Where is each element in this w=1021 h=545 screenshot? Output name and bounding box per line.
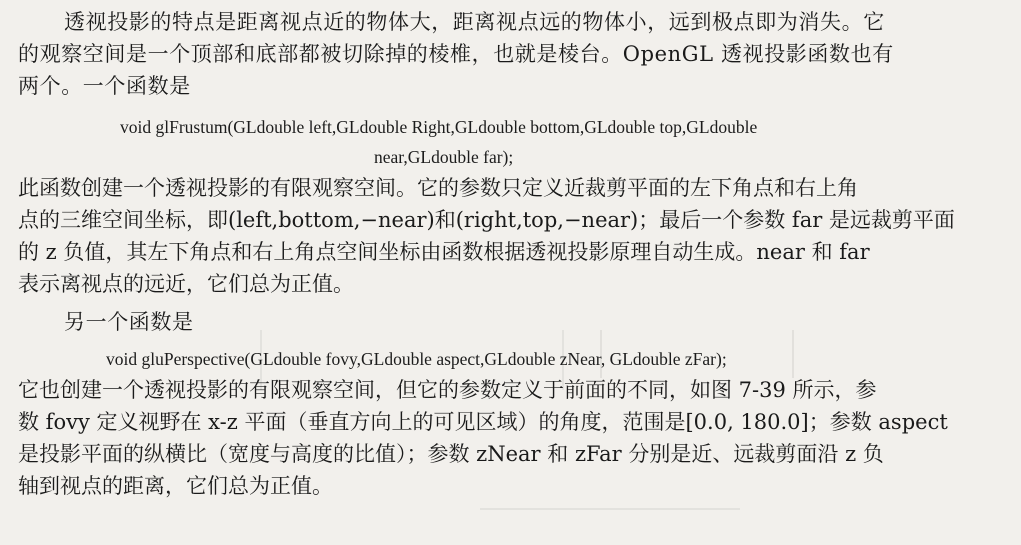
perspective-description-line-2: 数 fovy 定义视野在 x-z 平面（垂直方向上的可见区域）的角度，范围是[0.0, 180.0]；参数 aspect (18, 410, 948, 434)
frustum-description-line-4: 表示离视点的远近，它们总为正值。 (18, 272, 354, 296)
frustum-description-line-1: 此函数创建一个透视投影的有限观察空间。它的参数只定义近裁剪平面的左下角点和右上角 (18, 176, 858, 200)
glfrustum-signature: void glFrustum(GLdouble left,GLdouble Right,GLdouble bottom,GLdouble top,GLdouble (120, 117, 758, 137)
frustum-description-line-3: 的 z 负值，其左下角点和右上角点空间坐标由函数根据透视投影原理自动生成。near 和 far (18, 240, 870, 264)
perspective-description-line-4: 轴到视点的距离，它们总为正值。 (18, 474, 333, 498)
bleed-through-mark (480, 508, 740, 510)
perspective-description-line-1: 它也创建一个透视投影的有限观察空间，但它的参数定义于前面的不同，如图 7-39 所示，参 (18, 378, 877, 402)
document-page (18, 6, 1003, 502)
intro-line-3: 两个。一个函数是 (18, 74, 191, 98)
frustum-description-line-2: 点的三维空间坐标，即(left,bottom,−near)和(right,top,−near)；最后一个参数 far 是远裁剪平面 (18, 208, 955, 232)
intro-line-1: 透视投影的特点是距离视点近的物体大，距离视点远的物体小，远到极点即为消失。它 (64, 10, 885, 34)
another-function-label: 另一个函数是 (64, 310, 194, 334)
perspective-description-line-3: 是投影平面的纵横比（宽度与高度的比值）；参数 zNear 和 zFar 分别是近、远裁剪面沿 z 负 (18, 442, 884, 466)
gluperspective-signature: void gluPerspective(GLdouble fovy,GLdouble aspect,GLdouble zNear, GLdouble zFar); (106, 349, 727, 369)
glfrustum-signature-continued: near,GLdouble far); (374, 147, 514, 167)
intro-line-2: 的观察空间是一个顶部和底部都被切除掉的棱椎，也就是棱台。OpenGL 透视投影函数也有 (18, 42, 894, 66)
